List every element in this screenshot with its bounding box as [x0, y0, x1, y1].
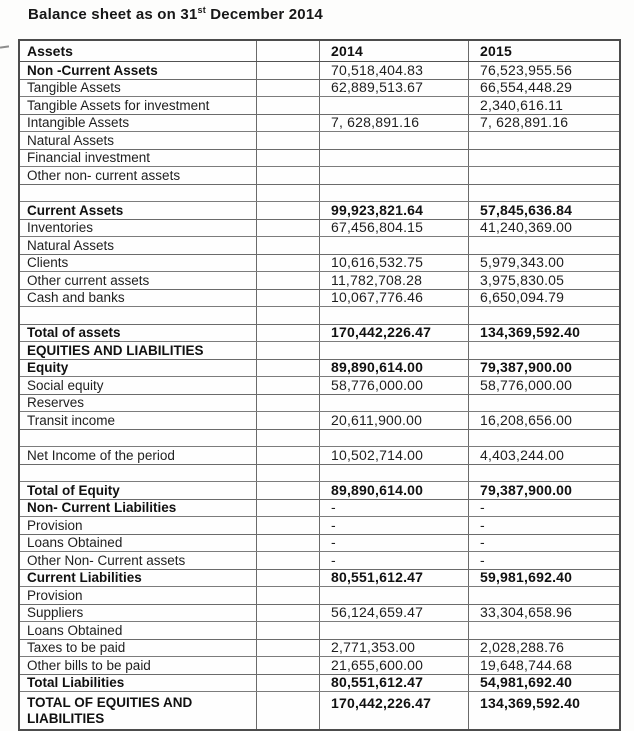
row-label: Other non- current assets — [20, 167, 257, 184]
row-value-2014: - — [320, 500, 469, 517]
table-row — [20, 237, 619, 255]
row-value-2015: 58,776,000.00 — [480, 377, 573, 393]
row-value-2015: 2,340,616.11 — [480, 97, 564, 113]
row-label: Tangible Assets — [20, 80, 257, 97]
row-gap-cell — [257, 535, 320, 552]
row-gap-cell — [257, 255, 320, 272]
row-label: Transit income — [20, 412, 257, 429]
row-gap-cell — [257, 587, 320, 604]
row-label: Provision — [20, 517, 257, 534]
row-label: Current Liabilities — [20, 570, 257, 587]
title-suffix: December 2014 — [205, 6, 323, 23]
table-body — [20, 62, 619, 729]
row-value-2015: 79,387,900.00 — [480, 359, 573, 376]
row-value-2015: 134,369,592.40 — [480, 695, 581, 711]
row-gap-cell — [257, 570, 320, 587]
row-label: Natural Assets — [20, 237, 257, 254]
row-label: Intangible Assets — [20, 115, 257, 132]
row-label: Tangible Assets for investment — [20, 97, 257, 114]
row-value-2014: 10,067,776.46 — [320, 290, 469, 307]
scan-artifact-mark — [0, 45, 9, 48]
row-label: Other Non- Current assets — [20, 552, 257, 569]
row-value-2015 — [469, 167, 619, 184]
table-row — [20, 290, 619, 308]
row-gap-cell — [257, 447, 320, 464]
table-row — [20, 325, 619, 343]
row-gap-cell — [257, 360, 320, 377]
row-gap-cell — [257, 115, 320, 132]
row-value-2015: 76,523,955.56 — [480, 62, 573, 78]
row-label — [20, 307, 257, 324]
header-2014: 2014 — [320, 41, 469, 61]
row-label: Total of Equity — [20, 482, 257, 499]
row-label: Total of assets — [20, 325, 257, 342]
row-value-2015 — [469, 237, 619, 254]
row-value-2015 — [469, 587, 619, 604]
row-label: Non- Current Liabilities — [20, 500, 257, 517]
row-gap-cell — [257, 482, 320, 499]
row-value-2015: - — [480, 534, 485, 551]
table-row — [20, 115, 619, 133]
row-gap-cell — [257, 412, 320, 429]
row-gap-cell — [257, 132, 320, 149]
row-value-2014: 99,923,821.64 — [320, 202, 469, 219]
row-gap-cell — [257, 202, 320, 219]
row-value-2014: 10,616,532.75 — [320, 255, 469, 272]
row-value-2015: 19,648,744.68 — [480, 657, 573, 673]
row-label: Provision — [20, 587, 257, 604]
balance-sheet-table — [18, 39, 621, 731]
row-value-2014 — [320, 395, 469, 412]
row-gap-cell — [257, 325, 320, 342]
row-value-2015: 134,369,592.40 — [480, 324, 581, 341]
table-row — [20, 202, 619, 220]
table-row — [20, 500, 619, 518]
row-gap-cell — [257, 167, 320, 184]
row-value-2015 — [469, 150, 619, 167]
row-label: Cash and banks — [20, 290, 257, 307]
row-label: Financial investment — [20, 150, 257, 167]
row-value-2015 — [469, 132, 619, 149]
row-gap-cell — [257, 342, 320, 359]
row-gap-cell — [257, 552, 320, 569]
table-row — [20, 517, 619, 535]
header-assets: Assets — [20, 41, 257, 61]
row-label: Equity — [20, 360, 257, 377]
row-value-2014: 170,442,226.47 — [320, 325, 469, 342]
row-value-2014 — [320, 185, 469, 202]
row-label: Clients — [20, 255, 257, 272]
table-row — [20, 150, 619, 168]
row-gap-cell — [257, 692, 320, 729]
table-row — [20, 377, 619, 395]
row-value-2014 — [320, 430, 469, 447]
row-gap-cell — [257, 517, 320, 534]
row-label: Suppliers — [20, 605, 257, 622]
row-label: EQUITIES AND LIABILITIES — [20, 342, 257, 359]
row-value-2014 — [320, 622, 469, 639]
table-row — [20, 360, 619, 378]
page-title — [28, 6, 323, 23]
row-value-2014: 62,889,513.67 — [320, 80, 469, 97]
row-label: Non -Current Assets — [20, 62, 257, 79]
row-value-2014: 21,655,600.00 — [320, 657, 469, 674]
row-gap-cell — [257, 500, 320, 517]
row-value-2015 — [469, 395, 619, 412]
row-gap-cell — [257, 290, 320, 307]
row-gap-cell — [257, 605, 320, 622]
table-row — [20, 587, 619, 605]
row-value-2014: 11,782,708.28 — [320, 272, 469, 289]
row-label — [20, 430, 257, 447]
row-value-2014: 80,551,612.47 — [320, 570, 469, 587]
row-gap-cell — [257, 622, 320, 639]
table-row — [20, 640, 619, 658]
row-value-2014: - — [320, 535, 469, 552]
row-value-2015 — [469, 430, 619, 447]
row-value-2014: 89,890,614.00 — [320, 360, 469, 377]
row-value-2015 — [469, 185, 619, 202]
row-label — [20, 465, 257, 482]
row-gap-cell — [257, 430, 320, 447]
row-value-2015: 3,975,830.05 — [480, 272, 565, 288]
row-value-2014 — [320, 132, 469, 149]
row-value-2015: 5,979,343.00 — [480, 254, 565, 271]
table-row — [20, 692, 619, 729]
table-row — [20, 552, 619, 570]
row-gap-cell — [257, 97, 320, 114]
table-row — [20, 657, 619, 675]
row-gap-cell — [257, 640, 320, 657]
row-label: Loans Obtained — [20, 535, 257, 552]
title-prefix: Balance sheet as on 31 — [28, 6, 198, 23]
row-gap-cell — [257, 675, 320, 692]
table-row — [20, 535, 619, 553]
row-value-2015: - — [480, 517, 485, 533]
row-value-2015 — [469, 622, 619, 639]
table-row — [20, 80, 619, 98]
title-superscript: st — [197, 5, 206, 15]
row-value-2014 — [320, 307, 469, 324]
table-row — [20, 570, 619, 588]
table-row — [20, 272, 619, 290]
row-value-2015: 4,403,244.00 — [480, 447, 565, 463]
row-value-2014: 7, 628,891.16 — [320, 115, 469, 132]
row-label: Natural Assets — [20, 132, 257, 149]
table-row — [20, 220, 619, 238]
header-gap-cell — [257, 41, 320, 61]
row-value-2014 — [320, 465, 469, 482]
table-row — [20, 255, 619, 273]
row-value-2015: 6,650,094.79 — [480, 289, 565, 306]
row-label: Other current assets — [20, 272, 257, 289]
row-value-2015: 41,240,369.00 — [480, 219, 573, 236]
row-gap-cell — [257, 62, 320, 79]
table-row — [20, 430, 619, 448]
row-value-2015: 59,981,692.40 — [480, 569, 573, 586]
row-value-2014 — [320, 167, 469, 184]
row-value-2014 — [320, 342, 469, 359]
row-label: Reserves — [20, 395, 257, 412]
table-row — [20, 97, 619, 115]
row-value-2014: - — [320, 517, 469, 534]
table-row — [20, 412, 619, 430]
row-gap-cell — [257, 237, 320, 254]
row-gap-cell — [257, 307, 320, 324]
table-row — [20, 132, 619, 150]
row-value-2015: 79,387,900.00 — [480, 482, 573, 498]
row-value-2014 — [320, 237, 469, 254]
header-2015: 2015 — [480, 42, 512, 59]
row-value-2015: 54,981,692.40 — [480, 674, 573, 691]
row-label: TOTAL OF EQUITIES AND LIABILITIES — [20, 692, 257, 729]
row-label: Other bills to be paid — [20, 657, 257, 674]
row-gap-cell — [257, 377, 320, 394]
row-value-2015: 2,028,288.76 — [480, 639, 565, 656]
row-value-2014: - — [320, 552, 469, 569]
row-value-2014: 10,502,714.00 — [320, 447, 469, 464]
row-value-2015: 7, 628,891.16 — [480, 114, 569, 131]
row-gap-cell — [257, 272, 320, 289]
table-row — [20, 482, 619, 500]
row-gap-cell — [257, 150, 320, 167]
row-value-2015: - — [480, 499, 485, 516]
row-value-2015 — [469, 465, 619, 482]
row-gap-cell — [257, 185, 320, 202]
row-value-2015: 66,554,448.29 — [480, 79, 573, 96]
row-gap-cell — [257, 220, 320, 237]
row-label: Net Income of the period — [20, 447, 257, 464]
row-label: Current Assets — [20, 202, 257, 219]
row-label: Inventories — [20, 220, 257, 237]
table-row — [20, 675, 619, 693]
row-gap-cell — [257, 465, 320, 482]
row-label: Social equity — [20, 377, 257, 394]
row-value-2014: 70,518,404.83 — [320, 62, 469, 79]
table-row — [20, 465, 619, 483]
table-row — [20, 167, 619, 185]
row-value-2014 — [320, 150, 469, 167]
row-gap-cell — [257, 395, 320, 412]
table-header-row — [20, 41, 619, 62]
row-value-2015: - — [480, 552, 485, 568]
table-row — [20, 395, 619, 413]
table-row — [20, 447, 619, 465]
row-value-2014: 58,776,000.00 — [320, 377, 469, 394]
row-value-2014 — [320, 97, 469, 114]
row-value-2014: 56,124,659.47 — [320, 605, 469, 622]
row-value-2014: 80,551,612.47 — [320, 675, 469, 692]
table-row — [20, 62, 619, 80]
row-value-2014: 170,442,226.47 — [320, 692, 469, 729]
row-value-2014: 67,456,804.15 — [320, 220, 469, 237]
table-row — [20, 622, 619, 640]
table-row — [20, 307, 619, 325]
row-value-2015: 16,208,656.00 — [480, 412, 573, 428]
table-row — [20, 342, 619, 360]
row-label: Total Liabilities — [20, 675, 257, 692]
row-value-2015 — [469, 307, 619, 324]
row-value-2014: 89,890,614.00 — [320, 482, 469, 499]
row-value-2014: 2,771,353.00 — [320, 640, 469, 657]
row-gap-cell — [257, 657, 320, 674]
row-value-2014: 20,611,900.00 — [320, 412, 469, 429]
row-value-2015: 33,304,658.96 — [480, 604, 573, 621]
row-value-2015 — [469, 342, 619, 359]
row-value-2015: 57,845,636.84 — [480, 202, 573, 218]
row-label: Taxes to be paid — [20, 640, 257, 657]
row-label — [20, 185, 257, 202]
row-gap-cell — [257, 80, 320, 97]
table-row — [20, 185, 619, 203]
row-label: Loans Obtained — [20, 622, 257, 639]
row-value-2014 — [320, 587, 469, 604]
table-row — [20, 605, 619, 623]
